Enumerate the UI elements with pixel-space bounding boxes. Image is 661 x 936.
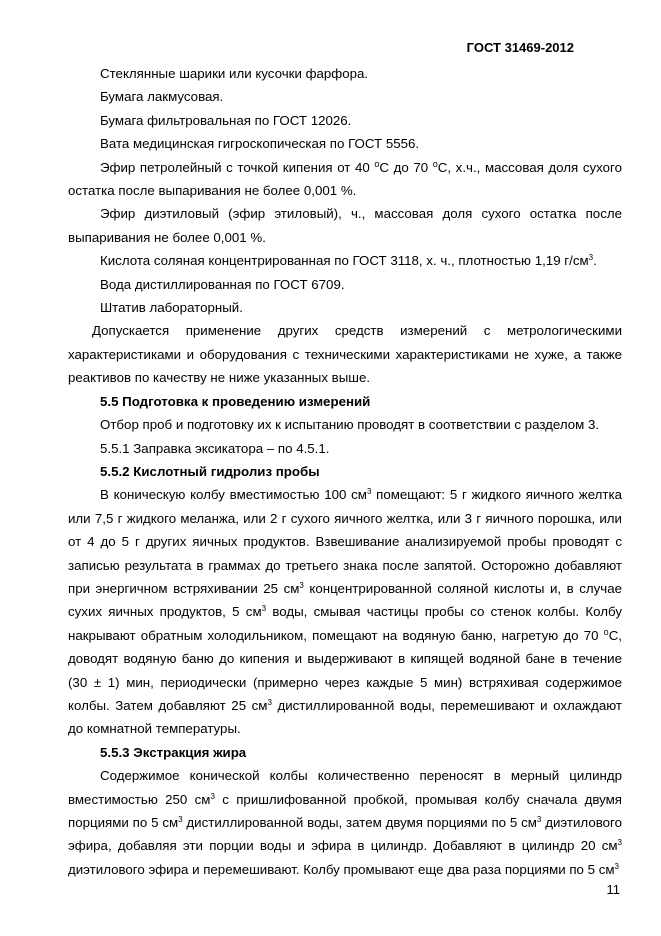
text-segment: С до 70 xyxy=(379,159,433,175)
allowance-paragraph: Допускается применение других средств измерений с метрологическими характеристиками и оборудования с техническими характеристиками не хуже, а также реактивов по качеству не ниже указанных выше. xyxy=(68,323,622,386)
paragraph: 5.5.1 Заправка эксикатора – по 4.5.1. xyxy=(100,440,330,456)
text-segment: Эфир петролейный с точкой кипения от 40 xyxy=(100,159,375,175)
degree-sign: о xyxy=(603,626,609,637)
text-segment: . xyxy=(593,253,597,269)
section-heading: 5.5.2 Кислотный гидролиз пробы xyxy=(100,463,320,479)
text-segment: диэтилового эфира и перемешивают. Колбу промывают еще два раза порциями по 5 см xyxy=(68,861,615,877)
text-segment: С, х.ч., массовая доля сухого остатка после выпаривания не более 0,001 %. xyxy=(68,159,622,199)
superscript: 3 xyxy=(617,838,622,848)
superscript: 3 xyxy=(261,604,267,614)
text-segment: Содержимое конической колбы количественно переносят в мерный цилиндр вместимостью 250 см xyxy=(68,768,622,807)
superscript: 3 xyxy=(210,791,215,801)
superscript: 3 xyxy=(536,815,542,824)
text-segment: диэтилового эфира, добавляя эти порции воды и эфира в цилиндр. Добавляют в цилиндр 20 см xyxy=(68,815,622,854)
extraction-paragraph xyxy=(68,764,622,881)
text-segment: Кислота соляная концентрированная по ГОСТ 3118, х. ч., плотностью 1,19 г/см xyxy=(100,253,589,269)
page-header-standard: ГОСТ 31469-2012 xyxy=(466,40,574,55)
list-item: Вата медицинская гигроскопическая по ГОСТ 5556. xyxy=(100,136,420,152)
list-item: Бумага фильтровальная по ГОСТ 12026. xyxy=(100,112,352,128)
superscript: 3 xyxy=(588,253,594,263)
superscript: 3 xyxy=(178,815,183,824)
degree-sign: о xyxy=(432,158,438,169)
document-body xyxy=(68,62,622,881)
text-segment: С, доводят водяную баню до кипения и выдерживают в кипящей водяной бане в течение (30 ± 1) мин, периодически (примерно через каждые 5 мин) встряхивая содержимое колбы. Затем добавляют 25 см xyxy=(68,627,622,713)
text-segment: В коническую колбу вместимостью 100 см xyxy=(100,487,367,503)
section-heading: 5.5.3 Экстракция жира xyxy=(100,744,247,760)
text-segment: воды, смывая частицы пробы со стенок колбы. Колбу накрывают обратным холодильником, помещают на водяную баню, нагретую до 70 xyxy=(68,604,622,643)
section-heading: 5.5 Подготовка к проведению измерений xyxy=(100,393,371,409)
list-item: Бумага лакмусовая. xyxy=(100,89,224,105)
hydrolysis-paragraph xyxy=(68,483,622,740)
list-item: Стеклянные шарики или кусочки фарфора. xyxy=(100,66,369,81)
text-segment: дистиллированной воды, затем двумя порциями по 5 см xyxy=(182,815,537,830)
page-number: 11 xyxy=(606,882,620,897)
degree-sign: о xyxy=(374,158,380,169)
ether-diethyl-paragraph: Эфир диэтиловый (эфир этиловый), ч., массовая доля сухого остатка после выпаривания не более 0,001 %. xyxy=(68,206,622,245)
superscript: 3 xyxy=(614,861,619,871)
paragraph: Отбор проб и подготовку их к испытанию проводят в соответствии с разделом 3. xyxy=(100,417,600,433)
superscript: 3 xyxy=(299,580,304,590)
text-segment: помещают: 5 г жидкого яичного желтка или 7,5 г жидкого меланжа, или 2 г сухого яичного желтка, или 3 г яичного порошка, или от 4 до 5 г других яичных продуктов. Взвешивание анализируемой пробы проводят с записью результата в граммах до третьего знака после запятой. Осторожно добавляют при энергичном встряхивании 25 см xyxy=(68,487,623,596)
text-segment: концентрированной соляной кислоты и, в случае сухих яичных продуктов, 5 см xyxy=(68,580,622,620)
stand-paragraph: Штатив лабораторный. xyxy=(100,300,243,316)
hcl-paragraph xyxy=(68,249,622,272)
text-segment: с пришлифованной пробкой, промывая колбу сначала двумя порциями по 5 см xyxy=(68,791,622,830)
text-segment: дистиллированной воды, перемешивают и охлаждают до комнатной температуры. xyxy=(68,697,622,737)
superscript: 3 xyxy=(366,487,372,497)
ether-petroleum-paragraph xyxy=(68,156,622,203)
superscript: 3 xyxy=(267,697,272,707)
water-paragraph: Вода дистиллированная по ГОСТ 6709. xyxy=(100,276,345,292)
